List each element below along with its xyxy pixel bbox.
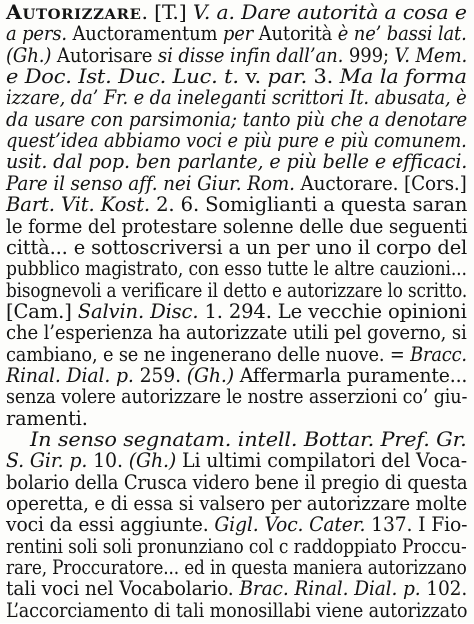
italic-text: izzare, da’ Fr. e da ineleganti scrittori It. abusata, è bbox=[6, 86, 467, 110]
italic-text: (Gh.) bbox=[128, 449, 177, 473]
line-text: le forme del protestare solenne delle due seguenti bbox=[6, 214, 468, 238]
line-text: città... e sottoscriversi a un per uno il corpo del bbox=[6, 235, 468, 259]
line-text: Autorità bbox=[253, 22, 338, 46]
italic-text: Bracc. bbox=[410, 342, 467, 366]
line-text: Autorisare bbox=[51, 43, 158, 67]
italic-text: V. Mem. bbox=[394, 43, 468, 67]
italic-text: da usare con parsimonia; tanto più che a denotare bbox=[6, 107, 468, 131]
line-text: 259. bbox=[133, 363, 187, 387]
text-line bbox=[6, 598, 467, 624]
line-text: operetta, e di essa si valsero per autorizzare molte bbox=[6, 492, 467, 516]
italic-text: Ma la forma bbox=[339, 65, 467, 89]
italic-text: S. Gir. p. bbox=[6, 449, 88, 473]
line-text: rentini soli soli pronunziano col c raddoppiato Proccu- bbox=[6, 534, 467, 558]
line-text: 3. bbox=[307, 65, 340, 89]
line-text: Li ultimi compilatori del Voca- bbox=[176, 449, 467, 473]
italic-text: e Doc. Ist. Duc. Luc. t. bbox=[6, 65, 239, 89]
italic-text: per bbox=[222, 22, 254, 46]
line-text: v. bbox=[238, 65, 268, 89]
line-text: ramenti. bbox=[6, 406, 88, 430]
line-text: che l’esperienza ha autorizzate utili pel governo, si bbox=[6, 321, 467, 345]
line-text: . [T.] bbox=[141, 1, 193, 24]
line-text: Auctoramentum bbox=[66, 22, 223, 46]
line-text: L’accorciamento di tali monosillabi viene autorizzato bbox=[6, 598, 468, 622]
italic-text: usit. dal pop. ben parlante, e più belle e efficaci. bbox=[6, 150, 468, 174]
italic-text: quest’idea abbiamo voci e più pure e più comunem. bbox=[6, 129, 467, 153]
line-text: pubblico magistrato, con esso tutte le altre cauzioni... bbox=[6, 257, 467, 281]
line-text: 2. 6. Somiglianti a questa saran bbox=[150, 193, 468, 217]
line-text: [Cam.] bbox=[6, 299, 78, 323]
italic-text: Brac. Rinal. Dial. p. bbox=[239, 577, 421, 601]
line-text: 10. bbox=[87, 449, 129, 473]
line-text: 1. 294. Le vecchie opinioni bbox=[198, 299, 467, 323]
italic-text: Salvin. Disc. bbox=[77, 299, 199, 323]
line-text: Affermarla puramente... bbox=[233, 363, 468, 387]
headword: Autorizzare bbox=[6, 1, 142, 24]
italic-text: In senso segnatam. intell. Bottar. Pref. Gr. bbox=[30, 428, 467, 451]
line-text: 999; bbox=[343, 43, 395, 67]
italic-text: Rinal. Dial. p. bbox=[6, 363, 134, 387]
italic-text: Bart. Vit. Kost. bbox=[6, 193, 151, 217]
line-text: senza volere autorizzare le nostre asserzioni co’ giu- bbox=[6, 385, 468, 409]
italic-text: par. bbox=[267, 65, 308, 89]
line-text: bolario della Crusca videro bene il pregio di questa bbox=[6, 470, 468, 494]
line-text: Auctorare. [Cors.] bbox=[294, 171, 467, 195]
italic-text: Gigl. Voc. Cater. bbox=[214, 513, 366, 537]
line-text: 137. I Fio- bbox=[365, 513, 468, 537]
line-text: cambiano, e se ne ingenerano delle nuove. = bbox=[6, 342, 411, 366]
line-text: tali voci nel Vocabolario. bbox=[6, 577, 240, 601]
italic-text: (Gh.) bbox=[6, 43, 52, 67]
line-text: bisognevoli a verificare il detto e autorizzare lo scritto. bbox=[6, 278, 468, 302]
italic-text: si disse infin dall’an. bbox=[157, 43, 344, 67]
italic-text: (Gh.) bbox=[186, 363, 234, 387]
line-text: voci da essi aggiunte. bbox=[6, 513, 215, 537]
line-text: 102. bbox=[420, 577, 468, 601]
italic-text: è ne’ bassi lat. bbox=[337, 22, 467, 46]
italic-text: a pers. bbox=[6, 22, 67, 46]
italic-text: V. a. Dare autorità a cosa e bbox=[192, 1, 467, 24]
line-text: rare, Proccuratore... ed in questa maniera autorizzano bbox=[6, 556, 467, 580]
italic-text: Pare il senso aff. nei Giur. Rom. bbox=[6, 171, 295, 195]
